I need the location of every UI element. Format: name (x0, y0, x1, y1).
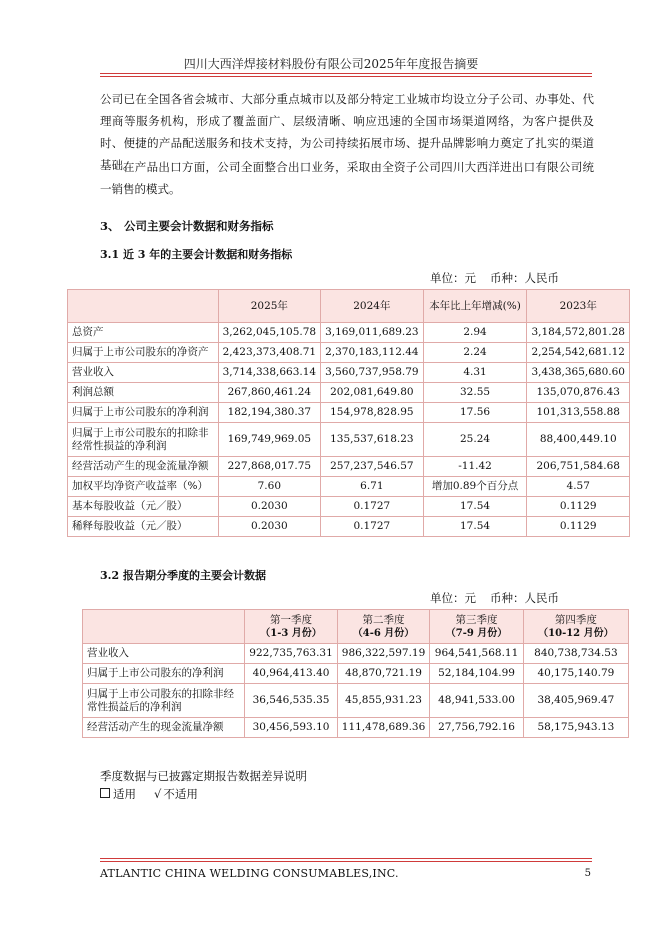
table1-cell: 257,237,546.57 (321, 457, 424, 477)
table1-row-label: 稀释每股收益（元／股） (68, 517, 219, 537)
table1-row-label: 经营活动产生的现金流量净额 (68, 457, 219, 477)
section-3-1-heading: 3.1 近 3 年的主要会计数据和财务指标 (100, 248, 293, 261)
table2-header-cell (245, 610, 338, 644)
paragraph-export: 在产品出口方面，公司全面整合出口业务，采取由全资子公司四川大西洋进出口有限公司统一销售的模式。 (100, 160, 594, 196)
footer-page-number: 5 (584, 868, 591, 879)
page-header-title: 四川大西洋焊接材料股份有限公司2025年年度报告摘要 (183, 57, 479, 71)
table2-header-cell (430, 610, 524, 644)
table1-cell: 6.71 (321, 477, 424, 497)
footer-rule-top (100, 858, 592, 859)
annual-financial-table (67, 289, 630, 537)
table1-cell: 267,860,461.24 (218, 383, 321, 403)
table1-row-label: 加权平均净资产收益率（%） (68, 477, 219, 497)
table1-cell: 增加0.89个百分点 (423, 477, 527, 497)
table1-cell: 0.1129 (527, 497, 630, 517)
table1-cell: 0.2030 (218, 517, 321, 537)
table2-header-cell (83, 610, 245, 644)
table1-cell: 154,978,828.95 (321, 403, 424, 423)
table2-cell: 58,175,943.13 (523, 718, 628, 738)
table1-row (68, 517, 630, 537)
table1-unit-line (430, 270, 559, 286)
table1-unit: 单位：元 (430, 271, 476, 285)
table1-cell: 0.1129 (527, 517, 630, 537)
section-3-2-heading: 3.2 报告期分季度的主要会计数据 (100, 569, 266, 582)
table1-cell: 0.1727 (321, 497, 424, 517)
table2-row-label: 归属于上市公司股东的扣除非经常性损益后的净利润 (83, 684, 245, 718)
table1-cell: 3,262,045,105.78 (218, 323, 321, 343)
table2-header-row (83, 610, 629, 644)
table1-row (68, 497, 630, 517)
section-3-title: 公司主要会计数据和财务指标 (124, 219, 274, 233)
quarter-name: 第一季度 (270, 613, 313, 626)
quarter-months: （10-12 月份） (538, 627, 614, 639)
table1-cell: 101,313,558.88 (527, 403, 630, 423)
table1-cell: 3,184,572,801.28 (527, 323, 630, 343)
table2-row-label: 营业收入 (83, 644, 245, 664)
table1-cell: 25.24 (423, 423, 527, 457)
table1-header-row (68, 290, 630, 323)
table2-row-label: 经营活动产生的现金流量净额 (83, 718, 245, 738)
table2-cell: 52,184,104.99 (430, 664, 524, 684)
table1-row-label: 利润总额 (68, 383, 219, 403)
option-applicable: 适用 (113, 787, 136, 801)
table1-cell: 3,169,011,689.23 (321, 323, 424, 343)
table2-cell: 40,175,140.79 (523, 664, 628, 684)
quarter-name: 第三季度 (455, 613, 498, 626)
table1-cell: 88,400,449.10 (527, 423, 630, 457)
table2-cell: 38,405,969.47 (523, 684, 628, 718)
quarter-name: 第四季度 (554, 613, 597, 626)
table1-header-cell: 2025年 (218, 290, 321, 323)
table1-row-label: 归属于上市公司股东的净利润 (68, 403, 219, 423)
table2-cell: 922,735,763.31 (245, 644, 338, 664)
footer-rule-bottom (100, 861, 592, 862)
table1-cell: 3,714,338,663.14 (218, 363, 321, 383)
table2-row (83, 644, 629, 664)
table1-row-label: 归属于上市公司股东的扣除非经常性损益的净利润 (68, 423, 219, 457)
unchecked-box-icon (100, 788, 110, 798)
table1-cell: 2,370,183,112.44 (321, 343, 424, 363)
table1-cell: -11.42 (423, 457, 527, 477)
table2-unit: 单位：元 (430, 591, 476, 605)
option-not-applicable: 不适用 (163, 787, 198, 801)
table1-cell: 17.56 (423, 403, 527, 423)
table1-row-label: 归属于上市公司股东的净资产 (68, 343, 219, 363)
table1-cell: 4.57 (527, 477, 630, 497)
table1-header-cell (68, 290, 219, 323)
table1-cell: 206,751,584.68 (527, 457, 630, 477)
table1-row (68, 343, 630, 363)
table2-row (83, 664, 629, 684)
table1-currency: 币种：人民币 (490, 271, 559, 285)
table1-cell: 17.54 (423, 517, 527, 537)
check-mark-icon: √ (154, 787, 162, 801)
table1-cell: 3,560,737,958.79 (321, 363, 424, 383)
table1-row (68, 457, 630, 477)
table1-cell: 2,254,542,681.12 (527, 343, 630, 363)
section-3-number: 3、 (100, 219, 120, 233)
table1-cell: 135,070,876.43 (527, 383, 630, 403)
table2-currency: 币种：人民币 (490, 591, 559, 605)
table1-cell: 135,537,618.23 (321, 423, 424, 457)
table1-row-label: 基本每股收益（元／股） (68, 497, 219, 517)
table1-cell: 3,438,365,680.60 (527, 363, 630, 383)
table1-cell: 227,868,017.75 (218, 457, 321, 477)
quarterly-financial-table (82, 609, 629, 738)
table1-row (68, 383, 630, 403)
table2-cell: 111,478,689.36 (337, 718, 430, 738)
table1-row-label: 总资产 (68, 323, 219, 343)
table1-cell: 169,749,969.05 (218, 423, 321, 457)
table2-cell: 986,322,597.19 (337, 644, 430, 664)
table2-cell: 964,541,568.11 (430, 644, 524, 664)
table2-cell: 30,456,593.10 (245, 718, 338, 738)
table1-row (68, 477, 630, 497)
table2-row (83, 684, 629, 718)
table1-cell: 2,423,373,408.71 (218, 343, 321, 363)
table2-cell: 48,870,721.19 (337, 664, 430, 684)
quarter-months: （7-9 月份） (445, 627, 508, 639)
table1-row (68, 323, 630, 343)
table1-header-cell: 2023年 (527, 290, 630, 323)
table1-header-cell: 本年比上年增减(%) (423, 290, 527, 323)
quarterly-diff-note: 季度数据与已披露定期报告数据差异说明 (100, 769, 307, 783)
table2-header-cell (523, 610, 628, 644)
table1-cell: 2.24 (423, 343, 527, 363)
section-3-heading (100, 218, 274, 234)
footer-company-name: ATLANTIC CHINA WELDING CONSUMABLES,INC. (100, 867, 399, 880)
table2-cell: 27,756,792.16 (430, 718, 524, 738)
table1-row-label: 营业收入 (68, 363, 219, 383)
table2-cell: 36,546,535.35 (245, 684, 338, 718)
applicability-options (100, 786, 198, 802)
table1-cell: 17.54 (423, 497, 527, 517)
table2-cell: 48,941,533.00 (430, 684, 524, 718)
table2-cell: 840,738,734.53 (523, 644, 628, 664)
table2-unit-line (430, 590, 559, 606)
table2-row-label: 归属于上市公司股东的净利润 (83, 664, 245, 684)
header-rule-top (100, 73, 592, 74)
table2-cell: 40,964,413.40 (245, 664, 338, 684)
table1-row (68, 423, 630, 457)
table1-row (68, 403, 630, 423)
table2-header-cell (337, 610, 430, 644)
table1-cell: 0.2030 (218, 497, 321, 517)
table1-cell: 202,081,649.80 (321, 383, 424, 403)
table1-cell: 2.94 (423, 323, 527, 343)
table1-header-cell: 2024年 (321, 290, 424, 323)
table1-cell: 32.55 (423, 383, 527, 403)
table2-row (83, 718, 629, 738)
table1-row (68, 363, 630, 383)
table1-cell: 4.31 (423, 363, 527, 383)
table1-cell: 182,194,380.37 (218, 403, 321, 423)
table1-cell: 7.60 (218, 477, 321, 497)
paragraph-channels: 公司已在全国各省会城市、大部分重点城市以及部分特定工业城市均设立分子公司、办事处、代理商等服务机构，形成了覆盖面广、层级清晰、响应迅速的全国市场渠道网络，为客户提供及时、便捷的产品配送服务和技术支持，为公司持续拓展市场、提升品牌影响力奠定了扎实的渠道基础。 (100, 92, 594, 172)
table2-cell: 45,855,931.23 (337, 684, 430, 718)
quarter-name: 第二季度 (362, 613, 405, 626)
table1-cell: 0.1727 (321, 517, 424, 537)
quarter-months: （1-3 月份） (260, 627, 322, 639)
header-rule-bottom (100, 76, 592, 77)
quarter-months: （4-6 月份） (352, 627, 415, 639)
